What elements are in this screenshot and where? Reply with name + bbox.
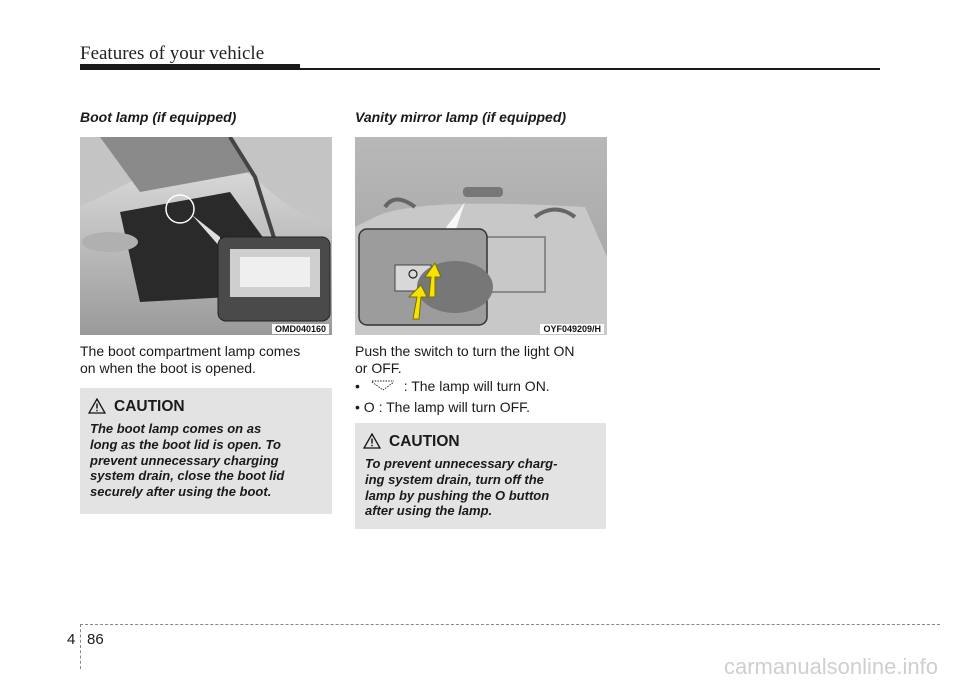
vanity-lamp-description [355, 343, 574, 377]
footer-divider [80, 624, 81, 669]
vanity-lamp-body-line-1: Push the switch to turn the light ON [355, 343, 575, 359]
boot-lamp-caution-title: CAUTION [114, 398, 185, 415]
caution-line: lamp by pushing the O button [365, 487, 550, 503]
vanity-lamp-bullet-off [355, 399, 530, 416]
warning-icon [88, 398, 106, 414]
boot-lamp-body-line-1: The boot compartment lamp comes [80, 343, 301, 359]
caution-line: securely after using the boot. [90, 484, 272, 500]
caution-line: ing system drain, turn off the [365, 471, 544, 487]
boot-lamp-caution-box [80, 388, 332, 514]
page-header-title: Features of your vehicle [80, 43, 265, 64]
page-number: 86 [87, 631, 104, 648]
vanity-lamp-body-line-2: or OFF. [355, 360, 402, 376]
boot-lamp-heading: Boot lamp (if equipped) [80, 109, 237, 125]
vanity-lamp-caution-text [365, 456, 599, 519]
bullet-off-text: O : The lamp will turn OFF. [363, 399, 531, 415]
bullet-dot: • [355, 399, 364, 415]
vanity-lamp-caution-box [355, 423, 606, 529]
footer-rule [80, 624, 940, 625]
header-rule [80, 68, 880, 70]
boot-lamp-caution-text [90, 421, 324, 500]
boot-lamp-description [80, 343, 300, 377]
boot-lamp-body-line-2: on when the boot is opened. [80, 360, 256, 376]
vanity-lamp-bullet-on [355, 378, 550, 395]
bullet-on-text: : The lamp will turn ON. [403, 378, 550, 394]
caution-line: prevent unnecessary charging [90, 452, 279, 468]
bullet-dot: • [355, 378, 364, 394]
chapter-number: 4 [67, 631, 76, 648]
vanity-lamp-photo [355, 137, 607, 335]
caution-line: To prevent unnecessary charg- [365, 456, 558, 471]
caution-line: system drain, close the boot lid [90, 468, 285, 484]
caution-line: after using the lamp. [365, 503, 493, 519]
boot-lamp-image-code: OMD040160 [272, 324, 329, 334]
watermark: carmanualsonline.info [723, 654, 938, 679]
caution-line: long as the boot lid is open. To [90, 436, 281, 452]
vanity-lamp-heading: Vanity mirror lamp (if equipped) [355, 109, 567, 125]
vanity-lamp-caution-title: CAUTION [389, 433, 460, 450]
warning-icon [363, 433, 381, 449]
lamp-icon [370, 380, 396, 392]
vanity-lamp-image-code: OYF049209/H [540, 324, 604, 334]
boot-lamp-photo [80, 137, 332, 335]
caution-line: The boot lamp comes on as [90, 421, 262, 436]
